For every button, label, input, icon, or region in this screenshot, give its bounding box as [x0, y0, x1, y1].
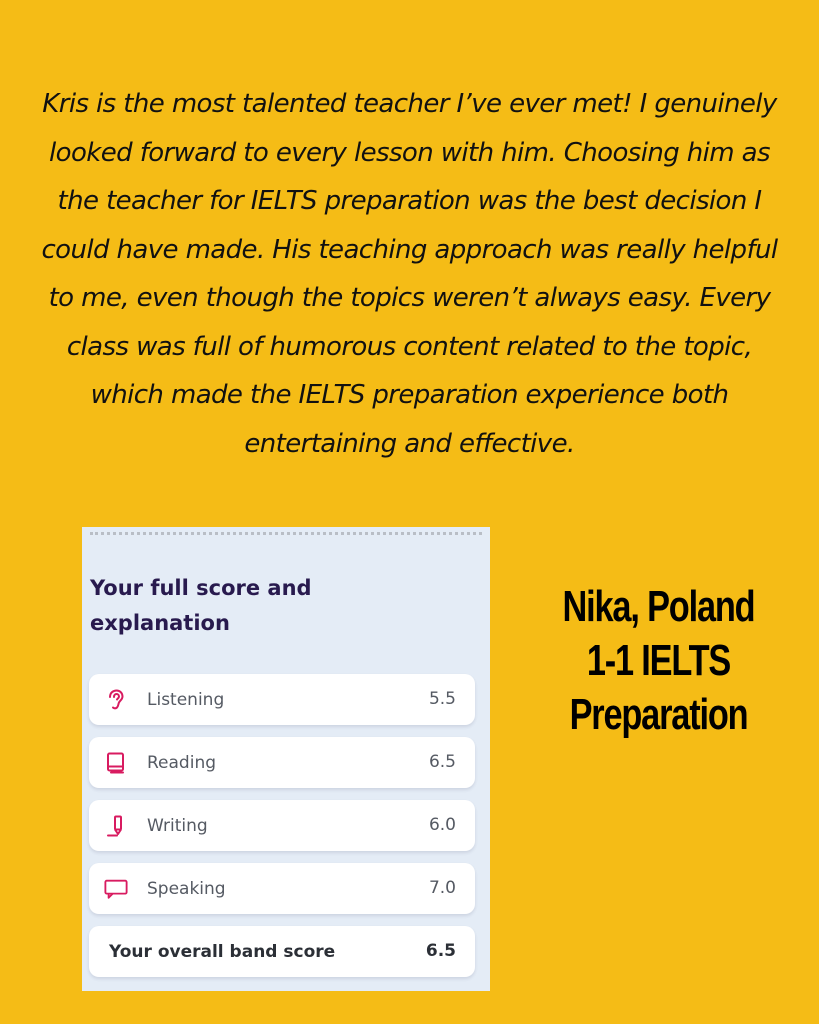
overall-score: 6.5	[425, 941, 456, 961]
score-row-listening	[89, 674, 475, 725]
student-name: Nika, Poland	[562, 582, 755, 631]
speech-bubble-icon	[104, 877, 128, 901]
pen-icon	[104, 814, 128, 838]
score-value: 5.5	[428, 689, 456, 709]
course-line-2: Preparation	[569, 690, 748, 739]
score-row-reading	[89, 737, 475, 788]
overall-band-row	[89, 926, 475, 977]
score-card-title: Your full score and explanation	[90, 576, 312, 635]
perforated-edge	[90, 532, 482, 535]
course-line-1: 1-1 IELTS	[586, 636, 731, 685]
testimonial-quote: Kris is the most talented teacher I’ve ever met! I genuinely looked forward to every lesson with him. Choosing him as the teacher for IELTS preparation was the best decision I could have made. His teaching approach was really helpful to me, even though the topics weren’t always easy. Every class was full of humorous content related to the topic, which made the IELTS preparation experience both entertaining and effective.	[41, 89, 778, 459]
score-value: 6.0	[428, 815, 456, 835]
score-card	[82, 527, 490, 991]
score-label: Listening	[147, 689, 225, 710]
score-label: Reading	[147, 752, 217, 773]
overall-label: Your overall band score	[109, 941, 336, 962]
score-value: 7.0	[428, 878, 456, 898]
score-label: Speaking	[147, 878, 226, 899]
book-icon	[104, 751, 128, 775]
score-row-writing	[89, 800, 475, 851]
ear-icon	[104, 688, 128, 712]
student-caption	[540, 580, 778, 742]
score-label: Writing	[147, 815, 208, 836]
score-value: 6.5	[428, 752, 456, 772]
score-list	[89, 674, 475, 989]
score-row-speaking	[89, 863, 475, 914]
